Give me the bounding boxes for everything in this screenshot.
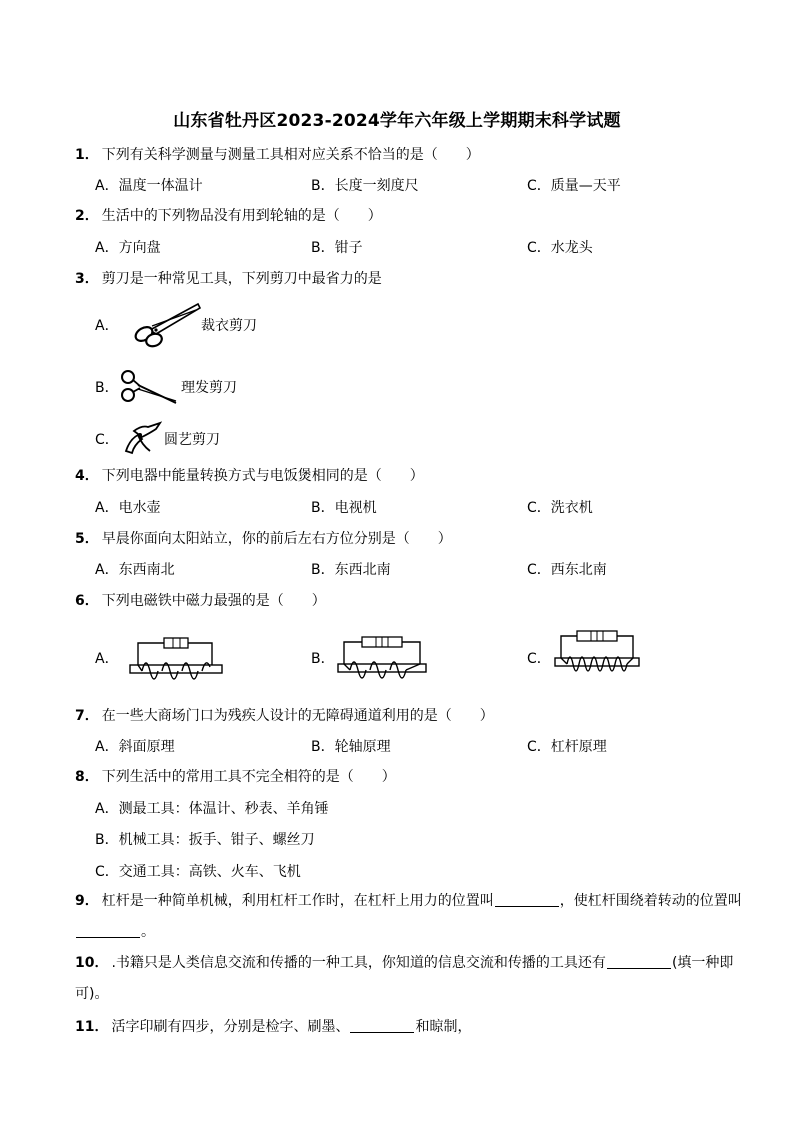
question-text: ，使杠杆围绕着转动的位置叫	[559, 893, 742, 909]
question-3	[75, 269, 745, 289]
q2-option-b[interactable]: B．钳子	[311, 240, 363, 256]
q7-option-b[interactable]: B．轮轴原理	[311, 739, 391, 755]
question-number: 4．	[75, 468, 99, 484]
q4-option-b[interactable]: B．电视机	[311, 500, 377, 516]
q2-option-a[interactable]: A．方向盘	[95, 240, 161, 256]
q8-option-b[interactable]: B．机械工具：扳手、钳子、螺丝刀	[95, 832, 315, 848]
q7-option-a[interactable]: A．斜面原理	[95, 739, 175, 755]
q4-option-c[interactable]: C．洗衣机	[527, 500, 593, 516]
answer-blank-1[interactable]	[495, 892, 559, 907]
question-text: .书籍只是人类信息交流和传播的一种工具，你知道的信息交流和传播的工具还有	[111, 955, 606, 971]
question-text: 在一些大商场门口为残疾人设计的无障碍通道利用的是（ ）	[101, 708, 494, 724]
question-text: 活字印刷有四步，分别是检字、刷墨、	[111, 1019, 350, 1035]
q3-caption-c: 圆艺剪刀	[164, 432, 220, 448]
question-text: 杠杆是一种简单机械，利用杠杆工作时，在杠杆上用力的位置叫	[101, 893, 494, 909]
question-text: 。	[141, 924, 155, 940]
question-text: 生活中的下列物品没有用到轮轴的是（ ）	[101, 208, 382, 224]
question-number: 10．	[75, 955, 109, 971]
q6-option-b[interactable]: B．	[311, 651, 335, 667]
question-number: 7．	[75, 708, 99, 724]
q3-caption-a: 裁衣剪刀	[201, 318, 257, 334]
question-number: 11．	[75, 1019, 109, 1035]
question-11	[75, 1017, 745, 1037]
question-text: 剪刀是一种常见工具，下列剪刀中最省力的是	[101, 271, 382, 287]
tailor-scissors-image	[130, 300, 202, 350]
question-5	[75, 529, 745, 549]
question-number: 8．	[75, 769, 99, 785]
question-text: 下列有关科学测量与测量工具相对应关系不恰当的是（ ）	[101, 147, 480, 163]
question-10	[75, 948, 745, 1010]
q1-option-a[interactable]: A．温度一体温计	[95, 178, 203, 194]
question-9	[75, 886, 745, 948]
q3-option-b[interactable]: B．	[95, 380, 119, 396]
q8-option-a[interactable]: A．测最工具：体温计、秒表、羊角锤	[95, 801, 329, 817]
garden-shears-image	[120, 421, 162, 457]
question-text: (填一种即可)。	[75, 955, 734, 1002]
question-text: 早晨你面向太阳站立，你的前后左右方位分别是（ ）	[101, 531, 452, 547]
question-8	[75, 767, 745, 787]
hair-scissors-image	[118, 367, 178, 407]
electromagnet-a-image	[128, 631, 224, 685]
q1-option-c[interactable]: C．质量—天平	[527, 178, 621, 194]
q6-option-a[interactable]: A．	[95, 651, 119, 667]
question-text: 下列电磁铁中磁力最强的是（ ）	[101, 593, 326, 609]
question-6	[75, 591, 745, 611]
q3-caption-b: 理发剪刀	[181, 380, 237, 396]
question-number: 2．	[75, 208, 99, 224]
electromagnet-c-image	[553, 624, 643, 678]
q7-option-c[interactable]: C．杠杆原理	[527, 739, 607, 755]
q3-option-c[interactable]: C．	[95, 432, 119, 448]
q5-option-b[interactable]: B．东西北南	[311, 562, 391, 578]
q3-option-a[interactable]: A．	[95, 318, 119, 334]
q2-option-c[interactable]: C．水龙头	[527, 240, 593, 256]
q4-option-a[interactable]: A．电水壶	[95, 500, 161, 516]
answer-blank[interactable]	[350, 1018, 414, 1033]
q5-option-a[interactable]: A．东西南北	[95, 562, 175, 578]
electromagnet-b-image	[336, 630, 428, 684]
q8-option-c[interactable]: C．交通工具：高铁、火车、飞机	[95, 864, 301, 880]
question-text: 下列电器中能量转换方式与电饭煲相同的是（ ）	[101, 468, 424, 484]
question-text: 和晾制，	[415, 1019, 472, 1035]
question-number: 1．	[75, 147, 99, 163]
question-4	[75, 466, 745, 486]
question-1	[75, 145, 745, 165]
answer-blank-2[interactable]	[76, 923, 140, 938]
q5-option-c[interactable]: C．西东北南	[527, 562, 607, 578]
q1-option-b[interactable]: B．长度一刻度尺	[311, 178, 419, 194]
answer-blank[interactable]	[607, 954, 671, 969]
question-text: 下列生活中的常用工具不完全相符的是（ ）	[101, 769, 396, 785]
q6-option-c[interactable]: C．	[527, 651, 551, 667]
question-number: 9．	[75, 893, 99, 909]
question-2	[75, 206, 745, 226]
question-number: 3．	[75, 271, 99, 287]
question-number: 6．	[75, 593, 99, 609]
question-7	[75, 706, 745, 726]
page-title: 山东省牡丹区2023-2024学年六年级上学期期末科学试题	[173, 111, 621, 131]
question-number: 5．	[75, 531, 99, 547]
